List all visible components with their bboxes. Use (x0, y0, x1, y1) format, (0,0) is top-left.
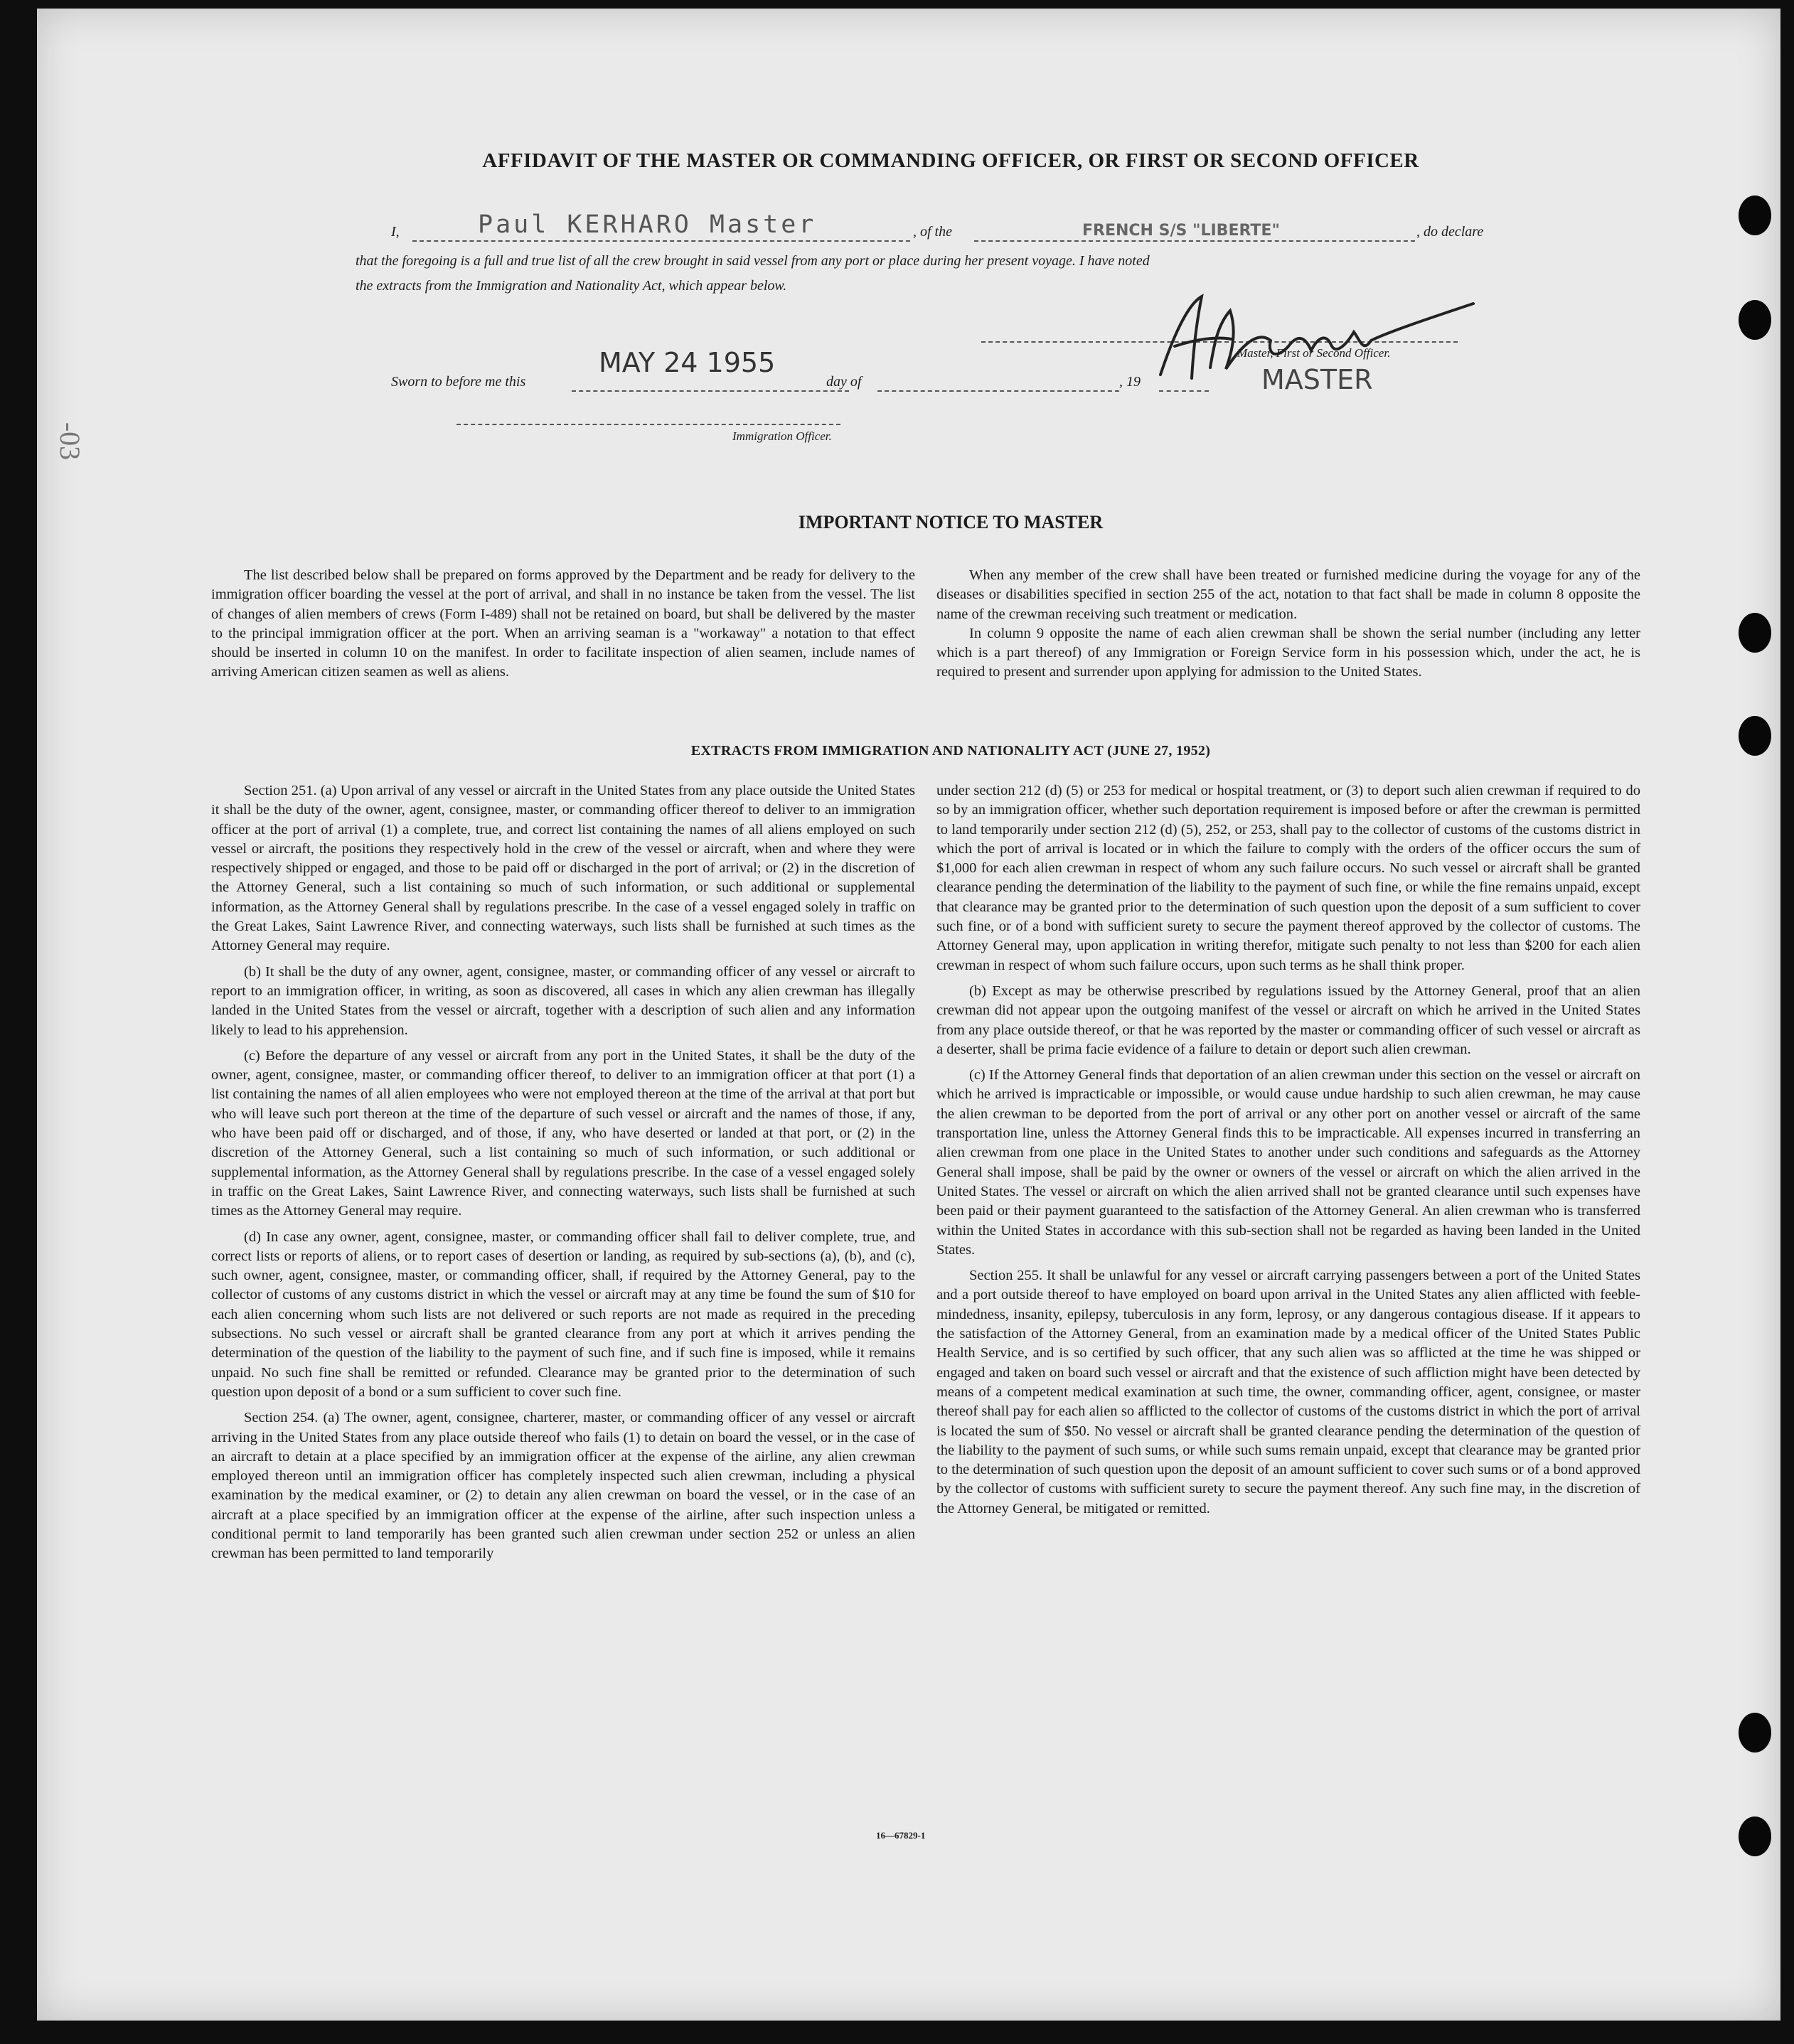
extracts-left-column (211, 781, 915, 1571)
section-254-a-continued: under section 212 (d) (5) or 253 for medical or hospital treatment, or (3) to deport such alien crewman if required to do so by an immigration officer, whether such deportation requirement is imposed before or after the crewman is permitted to land temporarily under section 212 (d) (5), 252, or 253, shall pay to the collector of customs of the customs district in which the port of arrival is located or in which the failure to comply with the orders of the officer occurs the sum of $1,000 for each alien crewman in respect of whom any such failure occurs. No such vessel or aircraft shall be granted clearance pending the determination of the liability to the payment of such fine, or while the fine remains unpaid, except that clearance may be granted prior to the determination of such question upon the deposit of a sum sufficient to cover such fine, or of a bond with sufficient surety to secure the payment thereof approved by the collector of customs. The Attorney General may, upon application in writing therefor, mitigate such penalty to not less than $200 for each alien crewman in respect of whom such failure occurs, upon such terms as he shall think proper. (936, 783, 1640, 973)
punch-hole (1739, 1713, 1771, 1753)
margin-mark: -03 (54, 422, 87, 461)
master-stamp: MASTER (1261, 364, 1373, 395)
declaration-i: I, (391, 224, 400, 240)
section-251-d: (d) In case any owner, agent, consignee, master, or commanding officer shall fail to deliver complete, true, and correct lists or reports of aliens, or to report cases of desertion or landing, as required by sub-sections (a), (b), and (c), such owner, agent, consignee, master, or commanding officer, shall, if required by the Attorney General, pay to the collector of customs of any customs district in which the vessel or aircraft may at any time be found the sum of $10 for each alien concerning whom such lists are not delivered or such reports are not made as required in the preceding subsections. No such vessel or aircraft shall be granted clearance from any port at which it arrives pending the determination of the question of the liability to the payment of such fine, and if such fine is imposed, while it remains unpaid. No such fine shall be remitted or refunded. Clearance may be granted prior to the determination of such question upon deposit of a bond or a sum sufficient to cover such fine. (211, 1229, 915, 1400)
extracts-heading: EXTRACTS FROM IMMIGRATION AND NATIONALITY ACT (JUNE 27, 1952) (690, 743, 1211, 759)
section-251-a: Section 251. (a) Upon arrival of any vessel or aircraft in the United States from any place outside the United States it shall be the duty of the owner, agent, consignee, master, or commanding officer thereof to deliver to an immigration officer at the port of arrival (1) a complete, true, and correct list containing the names of all aliens employed on such vessel or aircraft, the positions they respectively hold in the crew of the vessel or aircraft, when and where they were respectively shipped or engaged, and those to be paid off or discharged in the port of arrival; or (2) in the discretion of the Attorney General, such a list containing so much of such information, or such additional or supplemental information, as the Attorney General shall by regulations prescribe. In the case of a vessel engaged solely in traffic on the Great Lakes, Saint Lawrence River, and connecting waterways, such lists shall be furnished at such times as the Attorney General may require. (211, 783, 915, 954)
form-number: 16—67829-1 (876, 1830, 926, 1841)
sworn-date-stamp: MAY 24 1955 (599, 347, 776, 378)
punch-hole (1739, 1816, 1771, 1856)
notice-left (211, 566, 915, 683)
vessel-name: FRENCH S/S "LIBERTE" (1082, 222, 1280, 240)
notice-right-paragraph-1: When any member of the crew shall have been treated or furnished medicine during the voyage for any of the diseases or disabilities specified in section 255 of the act, notation to that fact shall be made in column 8 opposite the name of the crewman receiving such treatment or medication. (936, 567, 1640, 622)
signer-caption: Master, First or Second Officer. (1237, 346, 1391, 360)
of-the-label: , of the (913, 224, 952, 240)
declaration-line-3: the extracts from the Immigration and Nationality Act, which appear below. (356, 278, 787, 294)
punch-hole (1739, 196, 1771, 235)
notice-left-paragraph: The list described below shall be prepared on forms approved by the Department and be ready for delivery to the immigration officer boarding the vessel at the port of arrival, and shall in no instance be taken from the vessel. The list of changes of alien members of crews (Form I-489) shall not be retained on board, but shall be delivered by the master to the principal immigration officer at the port. When an arriving seaman is a "workaway" a notation to that effect should be inserted in column 10 on the manifest. In order to facilitate inspection of alien seamen, include names of arriving American citizen seamen as well as aliens. (211, 567, 915, 680)
section-255: Section 255. It shall be unlawful for any vessel or aircraft carrying passengers between a port of the United States and a port outside thereof to have employed on board upon arrival in the United States any alien afflicted with feeble-mindedness, insanity, epilepsy, tuberculosis in any form, leprosy, or any dangerous contagious disease. If it appears to the satisfaction of the Attorney General, from an examination made by a medical officer of the United States Public Health Service, and is so certified by such officer, that any such alien was so afflicted at the time he was shipped or engaged and taken on board such vessel or aircraft and that the existence of such affliction might have been detected by means of a competent medical examination at such time, the owner, commanding officer, agent, consignee, or master thereof shall pay for each alien so afflicted to the collector of customs of the customs district in which the port of arrival is located the sum of $50. No vessel or aircraft shall be granted clearance pending the determination of the question of the liability to the payment of such sums, or while such sums remain unpaid, except that clearance may be granted prior to the determination of such question upon the deposit of an amount sufficient to cover such sums or of a bond approved by the collector of customs with sufficient surety to secure the payment thereof. Any such fine may, in the discretion of the Attorney General, be mitigated or remitted. (936, 1268, 1640, 1516)
punch-hole (1739, 716, 1771, 756)
section-251-c: (c) Before the departure of any vessel or aircraft from any port in the United States, it shall be the duty of the owner, agent, consignee, master, or commanding officer thereof, to deliver to an immigration officer at that port (1) a list containing the names of all alien employees who were not employed thereon at the time of the arrival at that port but who will leave such port thereon at the time of the departure of such vessel or aircraft and the names of those, if any, who have been paid off or discharged, and of those, if any, who have deserted or landed at that port, or (2) in the discretion of the Attorney General, such a list containing so much of such information, or such additional or supplemental information, as the Attorney General shall by regulations prescribe. In the case of a vessel engaged solely in traffic on the Great Lakes, Saint Lawrence River, and connecting waterways, such lists shall be furnished at such times as the Attorney General may require. (211, 1047, 915, 1219)
notice-right (936, 566, 1640, 683)
officer-signature-line (456, 424, 840, 425)
year-line (1159, 390, 1209, 392)
name-field-line (412, 240, 910, 242)
punch-hole (1739, 300, 1771, 340)
punch-hole (1739, 613, 1771, 653)
year-prefix: , 19 (1119, 374, 1141, 390)
sworn-date-line (572, 390, 849, 392)
sworn-prefix: Sworn to before me this (391, 374, 526, 390)
section-251-b: (b) It shall be the duty of any owner, agent, consignee, master, or commanding officer of any vessel or aircraft to report to an immigration officer, in writing, as soon as discovered, all cases in which any alien crewman has illegally landed in the United States from the vessel or aircraft, together with a description of such alien and any information likely to lead to his apprehension. (211, 963, 915, 1038)
section-254-b: (b) Except as may be otherwise prescribed by regulations issued by the Attorney General, proof that an alien crewman did not appear upon the outgoing manifest of the vessel or aircraft on which he arrived in the United States from any place outside thereof, or that he was reported by the master or commanding officer of such vessel or aircraft as a deserter, shall be prima facie evidence of a failure to detain or deport such alien crewman. (936, 983, 1640, 1057)
declaration-line-2: that the foregoing is a full and true list of all the crew brought in said vessel from any port or place during her present voyage. I have noted (356, 253, 1150, 269)
vessel-field-line (974, 240, 1415, 242)
officer-caption: Immigration Officer. (732, 429, 832, 443)
master-name: Paul KERHARO Master (478, 210, 817, 239)
notice-heading: IMPORTANT NOTICE TO MASTER (798, 512, 1104, 533)
document-page (37, 9, 1780, 2021)
extracts-right-column (936, 781, 1640, 1525)
notice-right-paragraph-2: In column 9 opposite the name of each alien crewman shall be shown the serial number (including any letter which is a part thereof) of any Immigration or Foreign Service form in his possession which, under the act, he is required to present and surrender upon applying for admission to the United States. (936, 625, 1640, 680)
section-254-a: Section 254. (a) The owner, agent, consignee, charterer, master, or commanding officer of any vessel or aircraft arriving in the United States from any place outside thereof who fails (1) to detain on board the vessel, or in the case of an aircraft to detain at a place specified by an immigration officer at the expense of the airline, any alien crewman employed thereon until an immigration officer has completely inspected such alien crewman, including a physical examination by the medical examiner, or (2) to detain any alien crewman on board the vessel, or in the case of an aircraft at a place specified by an immigration officer at the expense of the airline, after such inspection unless a conditional permit to land temporarily has been granted such alien crewman under section 252 or unless an alien crewman has been permitted to land temporarily (211, 1410, 915, 1562)
section-254-c: (c) If the Attorney General finds that deportation of an alien crewman under this section on the vessel or aircraft on which he arrived is impracticable or impossible, or would cause undue hardship to such alien crewman, he may cause the alien crewman to be deported from the port of arrival or any other port on another vessel or aircraft of the same transportation line, unless the Attorney General finds this to be impracticable. All expenses incurred in transferring an alien crewman from one place in the United States to another under such conditions and safeguards as the Attorney General shall impose, shall be paid by the owner or owners of the vessel or aircraft on which the alien arrived in the United States. The vessel or aircraft on which the alien arrived shall not be granted clearance until such expenses have been paid or their payment guaranteed to the satisfaction of the Attorney General. An alien crewman who is transferred within the United States in accordance with this sub-section shall not be regarded as having been landed in the United States. (936, 1067, 1640, 1258)
month-line (877, 390, 1119, 392)
day-of-label: day of (826, 374, 862, 390)
affidavit-title: AFFIDAVIT OF THE MASTER OR COMMANDING OFFICER, OR FIRST OR SECOND OFFICER (482, 149, 1419, 172)
do-declare-label: , do declare (1416, 224, 1484, 240)
